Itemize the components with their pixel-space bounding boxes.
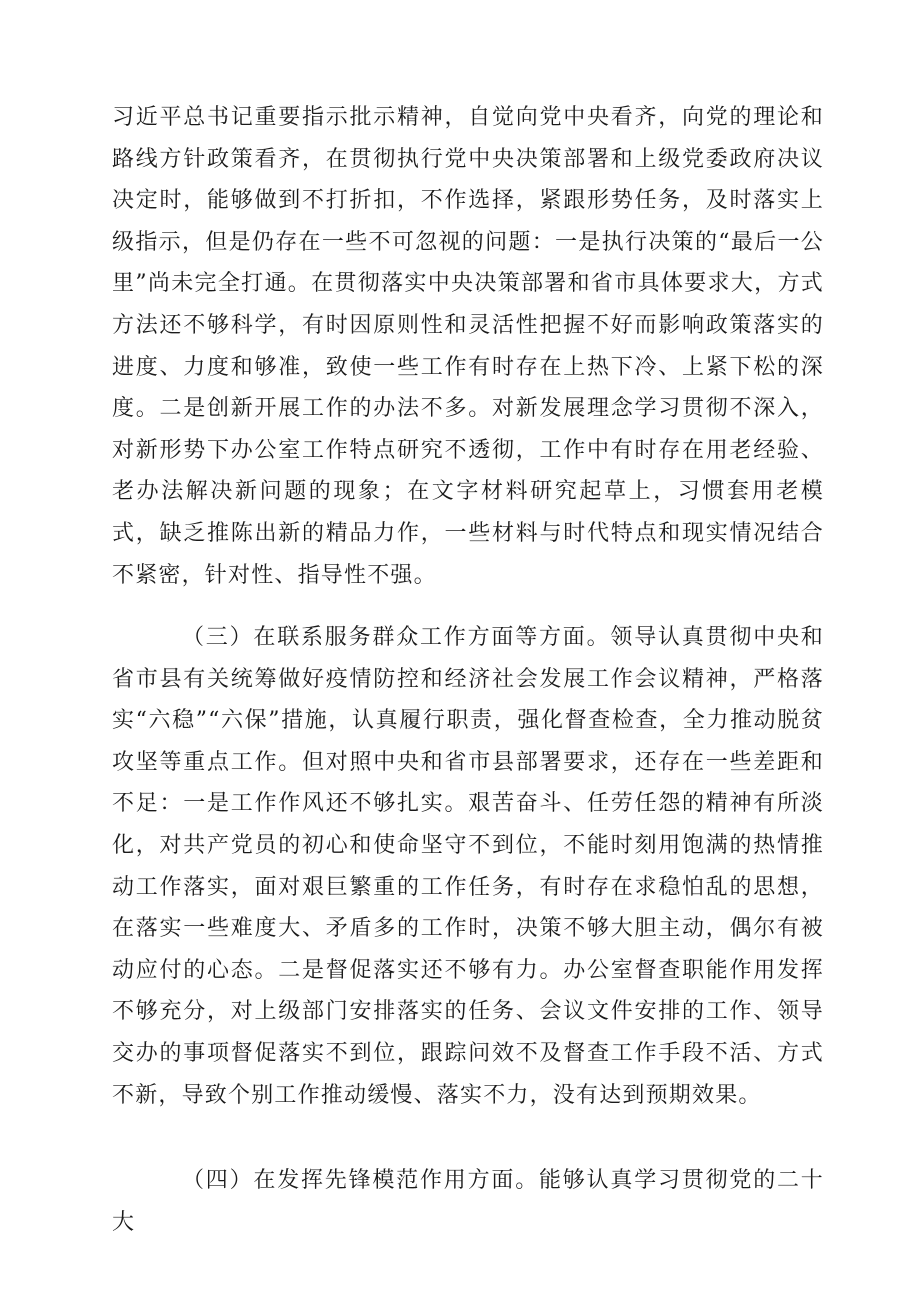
- paragraph-section-four: （四）在发挥先锋模范作用方面。能够认真学习贯彻党的二十大: [112, 1168, 824, 1235]
- paragraph-section-three: （三）在联系服务群众工作方面等方面。领导认真贯彻中央和省市县有关统筹做好疫情防控和经济社会发展工作会议精神，严格落实“六稳”“六保”措施，认真履行职责，强化督查检查，全力推动脱贫攻坚等重点工作。但对照中央和省市县部署要求，还存在一些差距和不足：一是工作作风还不够扎实。艰苦奋斗、任劳任怨的精神有所淡化，对共产党员的初心和使命坚守不到位，不能时刻用饱满的热情推动工作落实，面对艰巨繁重的工作任务，有时存在求稳怕乱的思想，在落实一些难度大、矛盾多的工作时，决策不够大胆主动，偶尔有被动应付的心态。二是督促落实还不够有力。办公室督查职能作用发挥不够充分，对上级部门安排落实的任务、会议文件安排的工作、领导交办的事项督促落实不到位，跟踪问效不及督查工作手段不活、方式不新，导致个别工作推动缓慢、落实不力，没有达到预期效果。: [112, 625, 824, 1108]
- paragraph-continuation: 习近平总书记重要指示批示精神，自觉向党中央看齐，向党的理论和路线方针政策看齐，在贯彻执行党中央决策部署和上级党委政府决议决定时，能够做到不打折扣，不作选择，紧跟形势任务，及时落实上级指示，但是仍存在一些不可忽视的问题：一是执行决策的“最后一公里”尚未完全打通。在贯彻落实中央决策部署和省市具体要求大，方式方法还不够科学，有时因原则性和灵活性把握不好而影响政策落实的进度、力度和够准，致使一些工作有时存在上热下冷、上紧下松的深度。二是创新开展工作的办法不多。对新发展理念学习贯彻不深入，对新形势下办公室工作特点研究不透彻，工作中有时存在用老经验、老办法解决新问题的现象；在文字材料研究起草上，习惯套用老模式，缺乏推陈出新的精品力作，一些材料与时代特点和现实情况结合不紧密，针对性、指导性不强。: [112, 105, 824, 588]
